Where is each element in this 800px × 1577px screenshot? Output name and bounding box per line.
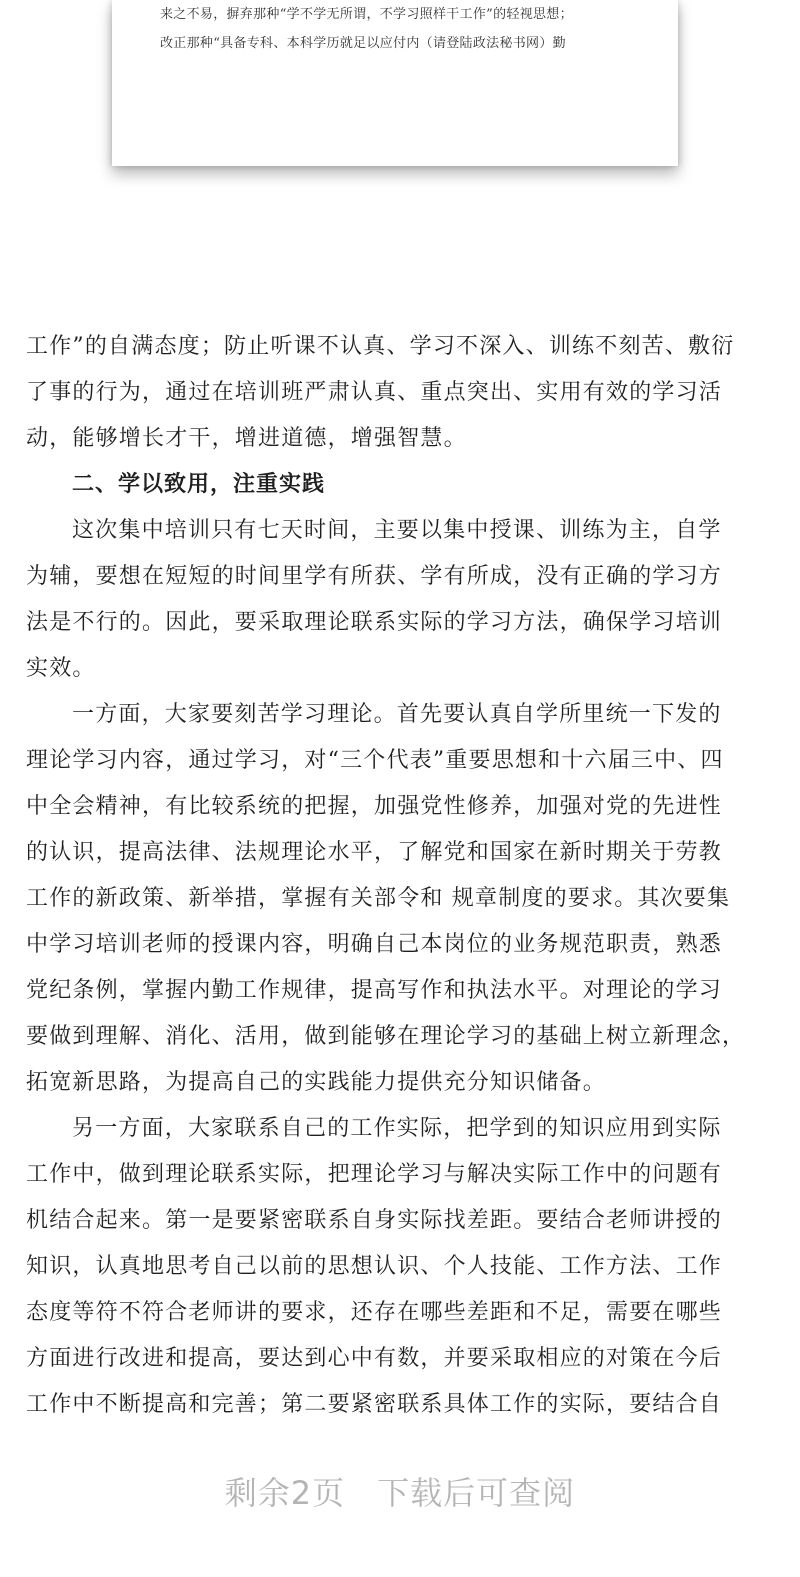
remaining-pages-text: 剩余2页 (224, 1474, 346, 1512)
body-line: 工作的新政策、新举措，掌握有关部令和 规章制度的要求。其次要集 (26, 886, 731, 911)
body-line: 知识，认真地思考自己以前的思想认识、个人技能、工作方法、工作 (26, 1254, 723, 1279)
body-line: 了事的行为，通过在培训班严肃认真、重点突出、实用有效的学习活 (26, 380, 723, 405)
body-line: 工作中不断提高和完善；第二要紧密联系具体工作的实际，要结合自 (26, 1392, 723, 1417)
body-line: 机结合起来。第一是要紧密联系自身实际找差距。要结合老师讲授的 (26, 1208, 723, 1233)
body-line: 为辅，要想在短短的时间里学有所获、学有所成，没有正确的学习方 (26, 564, 723, 589)
download-to-view-text[interactable]: 下载后可查阅 (377, 1474, 576, 1512)
download-prompt[interactable] (0, 1468, 800, 1514)
body-line: 的认识，提高法律、法规理论水平，了解党和国家在新时期关于劳教 (26, 840, 723, 865)
body-line: 动，能够增长才干，增进道德，增强智慧。 (26, 426, 467, 451)
body-line: 工作”的自满态度；防止听课不认真、学习不深入、训练不刻苦、敷衍 (26, 334, 735, 359)
body-line: 法是不行的。因此，要采取理论联系实际的学习方法，确保学习培训 (26, 610, 723, 635)
body-line: 方面进行改进和提高，要达到心中有数，并要采取相应的对策在今后 (26, 1346, 723, 1371)
body-line: 一方面，大家要刻苦学习理论。首先要认真自学所里统一下发的 (72, 702, 722, 727)
card-text-line: 改正那种“具备专科、本科学历就足以应付内（请登陆政法秘书网）勤 (160, 36, 566, 51)
body-line: 这次集中培训只有七天时间，主要以集中授课、训练为主，自学 (72, 518, 722, 543)
body-line: 党纪条例，掌握内勤工作规律，提高写作和执法水平。对理论的学习 (26, 978, 723, 1003)
card-text-line: 来之不易，摒弃那种“学不学无所谓，不学习照样干工作”的轻视思想； (160, 7, 573, 22)
document-body (26, 324, 786, 1428)
body-line: 中全会精神，有比较系统的把握，加强党性修养，加强对党的先进性 (26, 794, 723, 819)
body-line: 工作中，做到理论联系实际，把理论学习与解决实际工作中的问题有 (26, 1162, 723, 1187)
body-line: 拓宽新思路，为提高自己的实践能力提供充分知识储备。 (26, 1070, 607, 1095)
body-line: 要做到理解、消化、活用，做到能够在理论学习的基础上树立新理念， (26, 1024, 746, 1049)
section-heading: 二、学以致用，注重实践 (72, 472, 326, 497)
body-line: 理论学习内容，通过学习，对“三个代表”重要思想和十六届三中、四 (26, 748, 724, 773)
body-line: 中学习培训老师的授课内容，明确自己本岗位的业务规范职责，熟悉 (26, 932, 723, 957)
preview-page-card (112, 0, 678, 166)
body-line: 实效。 (26, 656, 96, 681)
body-line: 另一方面，大家联系自己的工作实际，把学到的知识应用到实际 (72, 1116, 722, 1141)
body-line: 态度等符不符合老师讲的要求，还存在哪些差距和不足，需要在哪些 (26, 1300, 723, 1325)
